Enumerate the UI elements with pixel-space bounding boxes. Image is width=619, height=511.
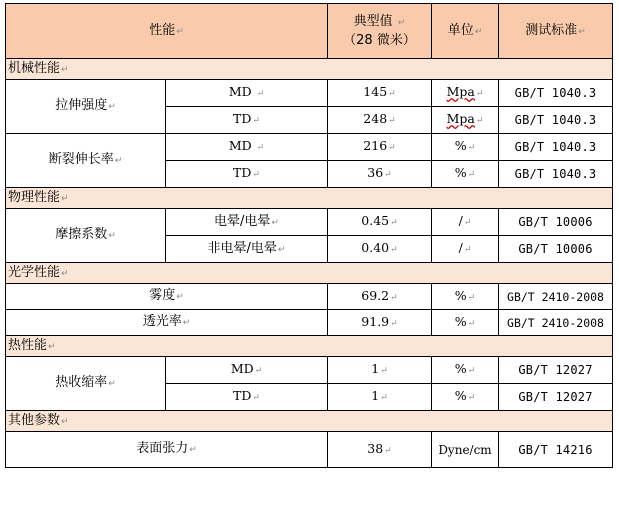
row-direction: TD↵: [166, 384, 328, 411]
row-direction: MD ↵: [166, 80, 328, 107]
row-value: 38↵: [328, 432, 432, 468]
row-value: 1↵: [328, 384, 432, 411]
row-direction: 电晕/电晕↵: [166, 209, 328, 236]
row-standard: GB/T 1040.3: [499, 107, 613, 134]
row-direction: MD↵: [166, 357, 328, 384]
row-unit: /↵: [432, 236, 499, 263]
row-value: 69.2↵: [328, 284, 432, 310]
table-row: [6, 284, 613, 310]
row-direction: TD↵: [166, 161, 328, 188]
row-direction: MD ↵: [166, 134, 328, 161]
properties-table: [5, 3, 613, 468]
row-unit: %↵: [432, 284, 499, 310]
row-name: 拉伸强度↵: [6, 80, 166, 134]
row-unit: %↵: [432, 357, 499, 384]
section-label: 机械性能: [8, 60, 61, 76]
section-physical: 物理性能↵: [6, 188, 613, 209]
row-unit: %↵: [432, 310, 499, 336]
section-label: 光学性能: [8, 264, 61, 280]
row-value: 91.9↵: [328, 310, 432, 336]
row-standard: GB/T 1040.3: [499, 80, 613, 107]
row-standard: GB/T 2410-2008: [499, 310, 613, 336]
row-unit: Mpa↵: [432, 107, 499, 134]
row-standard: GB/T 12027: [499, 357, 613, 384]
row-standard: GB/T 1040.3: [499, 161, 613, 188]
row-unit: %↵: [432, 134, 499, 161]
table-row: [6, 310, 613, 336]
header-row: [6, 4, 613, 59]
row-name: 摩擦系数↵: [6, 209, 166, 263]
row-name: 雾度↵: [6, 284, 328, 310]
row-standard: GB/T 10006: [499, 209, 613, 236]
section-label: 物理性能: [8, 189, 61, 205]
row-standard: GB/T 1040.3: [499, 134, 613, 161]
table-row: [6, 432, 613, 468]
section-label: 热性能: [8, 337, 48, 353]
row-value: 0.40↵: [328, 236, 432, 263]
header-property: 性能↵: [6, 4, 328, 59]
table-row: [6, 209, 613, 236]
table-row: [6, 357, 613, 384]
row-standard: GB/T 10006: [499, 236, 613, 263]
row-value: 248↵: [328, 107, 432, 134]
row-unit: %↵: [432, 161, 499, 188]
row-value: 0.45↵: [328, 209, 432, 236]
header-test-standard: 测试标准↵: [499, 4, 613, 59]
row-name: 热收缩率↵: [6, 357, 166, 411]
header-unit: 单位↵: [432, 4, 499, 59]
row-unit: Dyne/cm: [432, 432, 499, 468]
table-row: [6, 134, 613, 161]
row-value: 1↵: [328, 357, 432, 384]
row-value: 36↵: [328, 161, 432, 188]
section-mechanical: 机械性能↵: [6, 59, 613, 80]
row-value: 216↵: [328, 134, 432, 161]
section-optical: 光学性能↵: [6, 263, 613, 284]
row-unit: Mpa↵: [432, 80, 499, 107]
row-standard: GB/T 2410-2008: [499, 284, 613, 310]
section-label: 其他参数: [8, 412, 61, 428]
table-row: [6, 80, 613, 107]
row-standard: GB/T 12027: [499, 384, 613, 411]
row-unit: /↵: [432, 209, 499, 236]
row-direction: 非电晕/电晕↵: [166, 236, 328, 263]
section-thermal: 热性能↵: [6, 336, 613, 357]
row-unit: %↵: [432, 384, 499, 411]
row-direction: TD↵: [166, 107, 328, 134]
row-name: 表面张力↵: [6, 432, 328, 468]
row-name: 透光率↵: [6, 310, 328, 336]
section-other: 其他参数↵: [6, 411, 613, 432]
row-name: 断裂伸长率↵: [6, 134, 166, 188]
row-value: 145↵: [328, 80, 432, 107]
row-standard: GB/T 14216: [499, 432, 613, 468]
header-typical-value: 典型值 ↵ （28 微米）: [328, 4, 432, 59]
